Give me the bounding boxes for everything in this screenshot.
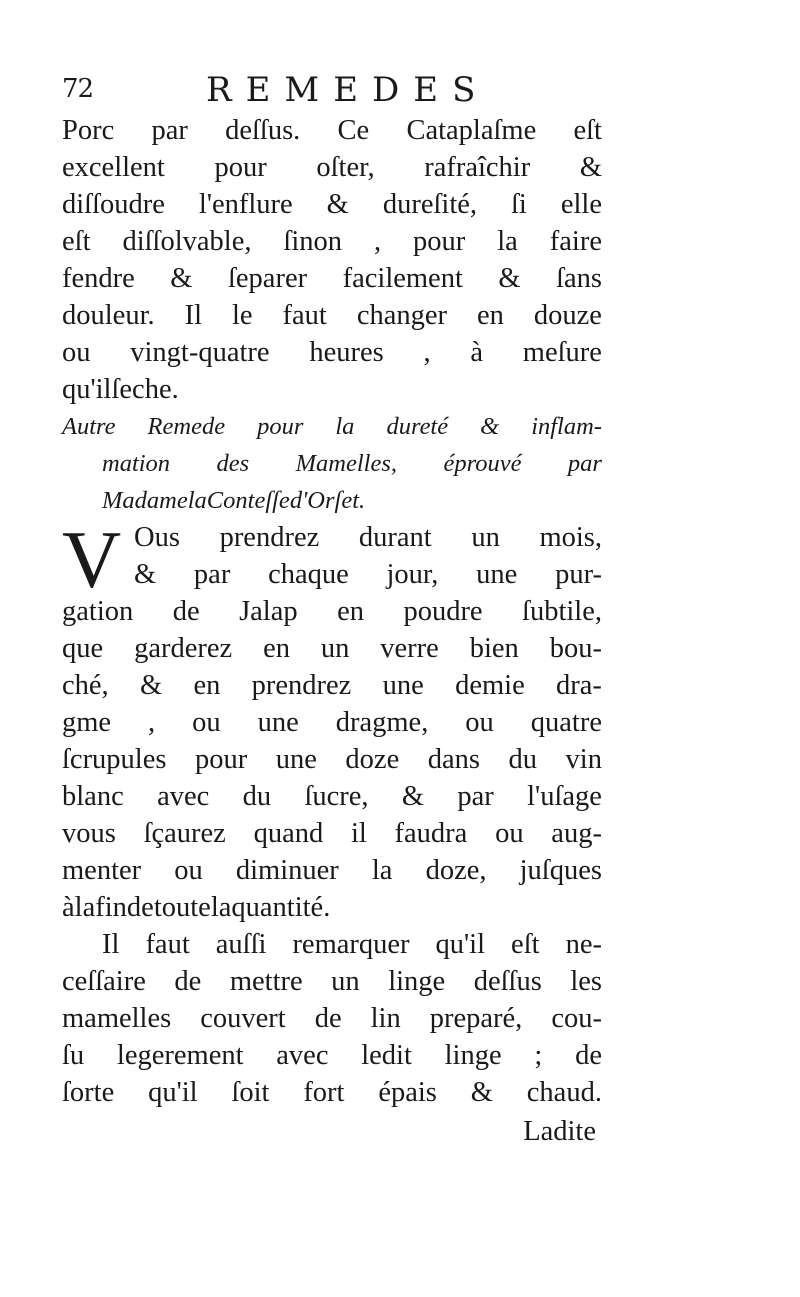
word: Il bbox=[184, 300, 203, 331]
word: eſt bbox=[62, 226, 91, 257]
word: facilement bbox=[342, 263, 463, 294]
word: & bbox=[498, 263, 521, 294]
word: faudra bbox=[394, 818, 468, 849]
word: Remede bbox=[147, 413, 226, 440]
word: quand bbox=[253, 818, 324, 849]
word: il bbox=[350, 818, 367, 849]
word: mois, bbox=[539, 522, 602, 553]
text-line bbox=[62, 963, 602, 1000]
word: Jalap bbox=[239, 596, 298, 627]
word: la bbox=[497, 226, 518, 257]
word: en bbox=[263, 633, 290, 664]
text-line bbox=[62, 482, 602, 519]
page-header bbox=[62, 70, 602, 114]
word: la bbox=[74, 892, 96, 923]
word: verre bbox=[380, 633, 439, 664]
word: mation bbox=[102, 450, 171, 477]
word: menter bbox=[62, 855, 142, 886]
word: legerement bbox=[116, 1040, 244, 1071]
word: deſſus. bbox=[225, 115, 301, 146]
word: changer bbox=[356, 300, 448, 331]
word: remarquer bbox=[292, 929, 410, 960]
word: qu'il bbox=[435, 929, 486, 960]
text-line bbox=[62, 112, 602, 149]
section-heading bbox=[62, 408, 602, 519]
word: de bbox=[174, 966, 202, 997]
word: du bbox=[242, 781, 272, 812]
word: dans bbox=[427, 744, 480, 775]
text-line bbox=[62, 926, 602, 963]
word: l'enflure bbox=[198, 189, 293, 220]
word: douze bbox=[533, 300, 602, 331]
word: par bbox=[193, 559, 231, 590]
page-number: 72 bbox=[62, 74, 94, 104]
text-line bbox=[62, 889, 602, 926]
text-line bbox=[62, 593, 602, 630]
word: garderez bbox=[134, 633, 233, 664]
word: faire bbox=[549, 226, 602, 257]
word: pur- bbox=[555, 559, 602, 590]
text-line bbox=[62, 334, 602, 371]
text-line bbox=[62, 519, 602, 556]
word: ledit bbox=[361, 1040, 412, 1071]
word: deſſus bbox=[473, 966, 542, 997]
word: ſeparer bbox=[227, 263, 308, 294]
word: eſt bbox=[511, 929, 540, 960]
word: cou- bbox=[551, 1003, 602, 1034]
word: la bbox=[187, 487, 207, 514]
word: poudre bbox=[403, 596, 483, 627]
word: Autre bbox=[62, 413, 116, 440]
word: doze bbox=[345, 744, 400, 775]
word: ou bbox=[465, 707, 494, 738]
word: par bbox=[567, 450, 602, 477]
text-line bbox=[62, 741, 602, 778]
word: gation bbox=[62, 596, 134, 627]
word: pour bbox=[194, 744, 248, 775]
word: un bbox=[331, 966, 360, 997]
word: les bbox=[570, 966, 602, 997]
word: diminuer bbox=[235, 855, 339, 886]
text-line bbox=[62, 1000, 602, 1037]
word: , bbox=[373, 226, 382, 257]
word: doze, bbox=[425, 855, 487, 886]
word: dureté bbox=[386, 413, 449, 440]
word: inflam- bbox=[531, 413, 602, 440]
word: meſure bbox=[522, 337, 602, 368]
word: en bbox=[476, 300, 504, 331]
body-text bbox=[62, 112, 602, 1150]
word: jour, bbox=[386, 559, 439, 590]
word: chaque bbox=[268, 559, 349, 590]
word: douleur. bbox=[62, 300, 155, 331]
word: rafraîchir bbox=[424, 152, 531, 183]
word: des bbox=[216, 450, 250, 477]
word: & bbox=[139, 670, 163, 701]
word: une bbox=[476, 559, 518, 590]
word: blanc bbox=[62, 781, 124, 812]
word: avec bbox=[157, 781, 210, 812]
word: fendre bbox=[62, 263, 135, 294]
word: & bbox=[470, 1077, 493, 1108]
word: une bbox=[382, 670, 424, 701]
word: qu'il bbox=[62, 374, 112, 405]
word: la bbox=[335, 413, 355, 440]
word: ou bbox=[495, 818, 524, 849]
word: dragme, bbox=[335, 707, 429, 738]
word: fort bbox=[303, 1077, 345, 1108]
word: un bbox=[320, 633, 350, 664]
word: linge bbox=[444, 1040, 502, 1071]
word: vin bbox=[565, 744, 602, 775]
word: ſinon bbox=[283, 226, 343, 257]
text-line bbox=[62, 630, 602, 667]
word: quatre bbox=[530, 707, 602, 738]
word: dureſité, bbox=[382, 189, 478, 220]
word: faut bbox=[145, 929, 190, 960]
text-line bbox=[62, 297, 602, 334]
text-line bbox=[62, 371, 602, 408]
word: Ous bbox=[134, 522, 180, 553]
word: fin bbox=[95, 892, 127, 923]
word: que bbox=[62, 633, 104, 664]
word: Cataplaſme bbox=[406, 115, 537, 146]
word: ſi bbox=[511, 189, 527, 220]
text-line bbox=[62, 1074, 602, 1111]
word: de bbox=[575, 1040, 602, 1071]
word: ſcrupules bbox=[62, 744, 167, 775]
word: pour bbox=[413, 226, 466, 257]
word: aug- bbox=[551, 818, 602, 849]
text-line bbox=[62, 445, 602, 482]
word: du bbox=[508, 744, 538, 775]
word: faut bbox=[282, 300, 327, 331]
text-line bbox=[62, 556, 602, 593]
word: oſter, bbox=[316, 152, 375, 183]
word: lin bbox=[370, 1003, 401, 1034]
text-line bbox=[62, 778, 602, 815]
word: de bbox=[172, 596, 200, 627]
word: , bbox=[423, 337, 431, 368]
word: & bbox=[401, 781, 425, 812]
running-title: REMEDES bbox=[206, 70, 490, 110]
word: ou bbox=[62, 337, 91, 368]
word: Conteſſe bbox=[206, 487, 290, 514]
word: une bbox=[257, 707, 299, 738]
text-line bbox=[62, 260, 602, 297]
word: vingt-quatre bbox=[130, 337, 270, 368]
word: excellent bbox=[62, 152, 165, 183]
word: prendrez bbox=[251, 670, 352, 701]
word: mamelles bbox=[62, 1003, 172, 1034]
word: de bbox=[126, 892, 154, 923]
word: ſu bbox=[62, 1040, 85, 1071]
word: Il bbox=[102, 929, 120, 960]
word: juſques bbox=[519, 855, 602, 886]
word: & bbox=[326, 189, 349, 220]
word: de bbox=[314, 1003, 342, 1034]
word: auſſi bbox=[215, 929, 267, 960]
word: & bbox=[579, 152, 602, 183]
word: bou- bbox=[549, 633, 602, 664]
text-line bbox=[62, 223, 602, 260]
word: Porc bbox=[62, 115, 115, 146]
word: ché, bbox=[62, 670, 109, 701]
word: durant bbox=[358, 522, 432, 553]
text-line bbox=[62, 1037, 602, 1074]
catchword: Ladite bbox=[523, 1116, 596, 1147]
word: en bbox=[193, 670, 221, 701]
word: & bbox=[134, 559, 157, 590]
text-line bbox=[62, 186, 602, 223]
text-line bbox=[62, 408, 602, 445]
word: bien bbox=[469, 633, 519, 664]
paragraph-cataplasm bbox=[62, 112, 602, 408]
word: preparé, bbox=[429, 1003, 523, 1034]
paragraph-linge bbox=[62, 926, 602, 1111]
word: à bbox=[470, 337, 484, 368]
word: , bbox=[148, 707, 156, 738]
text-line bbox=[62, 149, 602, 186]
paragraph-jalap bbox=[62, 514, 602, 926]
word: demie bbox=[455, 670, 525, 701]
word: dra- bbox=[556, 670, 602, 701]
text-line bbox=[62, 815, 602, 852]
word: ou bbox=[192, 707, 221, 738]
word: une bbox=[275, 744, 317, 775]
word: eſt bbox=[573, 115, 602, 146]
word: la bbox=[371, 855, 393, 886]
word: ſans bbox=[556, 263, 602, 294]
word: épais bbox=[378, 1077, 437, 1108]
word: pour bbox=[257, 413, 304, 440]
word: avec bbox=[276, 1040, 329, 1071]
word: & bbox=[480, 413, 500, 440]
word: d'Orſet. bbox=[289, 487, 366, 514]
word: ceſſaire bbox=[62, 966, 146, 997]
word: quantité. bbox=[231, 892, 331, 923]
word: gme bbox=[62, 707, 112, 738]
word: diſſoudre bbox=[62, 189, 165, 220]
word: ; bbox=[534, 1040, 543, 1071]
word: en bbox=[337, 596, 364, 627]
word: qu'il bbox=[148, 1077, 198, 1108]
word: elle bbox=[560, 189, 602, 220]
word: ſucre, bbox=[304, 781, 369, 812]
text-line bbox=[62, 667, 602, 704]
word: ſoit bbox=[231, 1077, 270, 1108]
word: Ce bbox=[337, 115, 370, 146]
word: ſorte bbox=[62, 1077, 115, 1108]
word: mettre bbox=[229, 966, 303, 997]
word: Madame bbox=[102, 487, 188, 514]
text-line bbox=[62, 704, 602, 741]
word: vous bbox=[62, 818, 116, 849]
word: Mamelles, bbox=[295, 450, 398, 477]
word: chaud. bbox=[526, 1077, 602, 1108]
word: couvert bbox=[200, 1003, 286, 1034]
word: éprouvé bbox=[443, 450, 522, 477]
word: prendrez bbox=[219, 522, 320, 553]
drop-cap: V bbox=[62, 514, 122, 605]
word: pour bbox=[214, 152, 267, 183]
word: ſubtile, bbox=[522, 596, 602, 627]
word: l'uſage bbox=[527, 781, 602, 812]
word: le bbox=[231, 300, 253, 331]
word: à bbox=[62, 892, 75, 923]
word: ſçaurez bbox=[143, 818, 226, 849]
word: diſſolvable, bbox=[122, 226, 252, 257]
word: ſeche. bbox=[111, 374, 179, 405]
word: par bbox=[151, 115, 188, 146]
word: linge bbox=[388, 966, 446, 997]
text-line bbox=[62, 852, 602, 889]
word: un bbox=[471, 522, 500, 553]
word: ou bbox=[174, 855, 203, 886]
word: par bbox=[457, 781, 494, 812]
word: toute bbox=[153, 892, 211, 923]
word: heures bbox=[309, 337, 384, 368]
word: & bbox=[170, 263, 193, 294]
word: ne- bbox=[565, 929, 602, 960]
word: la bbox=[210, 892, 232, 923]
